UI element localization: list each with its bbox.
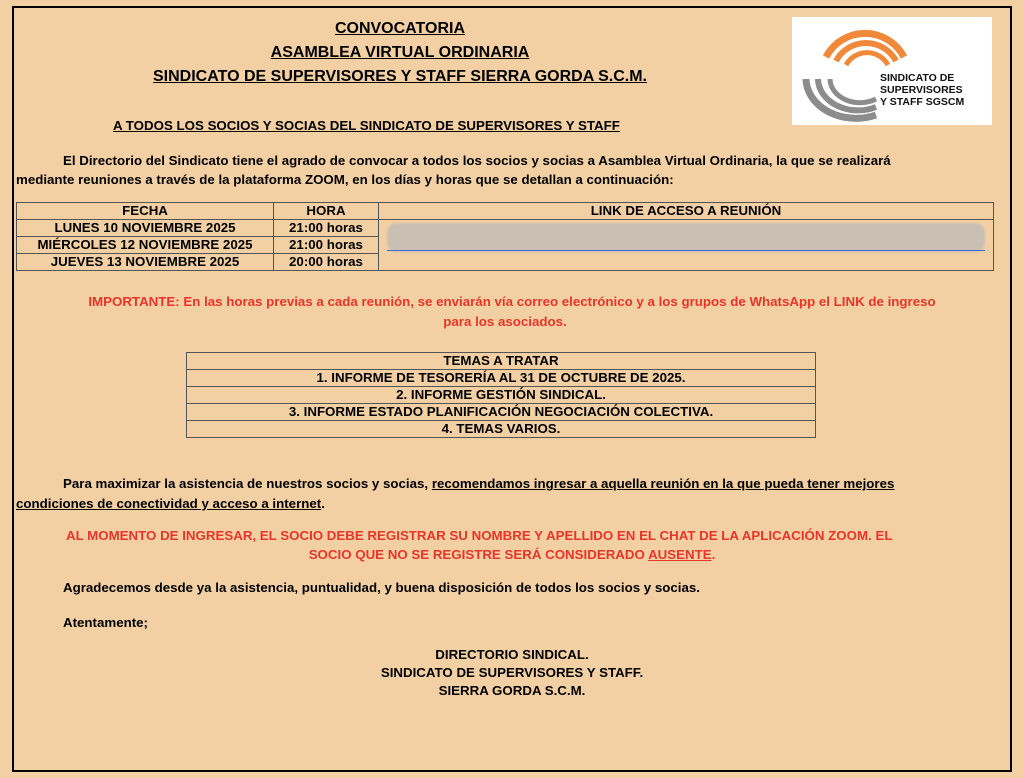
closing-text: Atentamente; [63,615,148,630]
header-hora: HORA [274,203,379,220]
warning-line-1: AL MOMENTO DE INGRESAR, EL SOCIO DEBE REGISTRAR SU NOMBRE Y APELLIDO EN EL CHAT DE LA APLICACIÓN ZOOM. EL [66,528,893,543]
hora-cell: 20:00 horas [274,254,379,271]
logo-arcs-icon [792,17,992,125]
recommend-underlined-1: recomendamos ingresar a aquella reunión en la que pueda tener mejores [431,476,895,491]
signature-line-1: DIRECTORIO SINDICAL. [435,647,589,662]
importante-line-2: para los asociados. [443,314,567,329]
schedule-table [16,202,994,271]
list-item: 1. INFORME DE TESORERÍA AL 31 DE OCTUBRE DE 2025. [187,370,816,387]
logo-line-1: SINDICATO DE [880,72,955,84]
intro-line-1: El Directorio del Sindicato tiene el agrado de convocar a todos los socios y socias a Asamblea Virtual Ordinaria, la que se realizará [63,153,891,168]
redacted-link[interactable] [387,223,985,252]
list-item: 4. TEMAS VARIOS. [187,421,816,438]
addressee: A TODOS LOS SOCIOS Y SOCIAS DEL SINDICATO DE SUPERVISORES Y STAFF [113,118,620,133]
logo-line-2: SUPERVISORES [880,84,963,96]
recommend-lead: Para maximizar la asistencia de nuestros socios y socias, [63,476,432,491]
recommend-line-2 [16,494,325,514]
recommend-line-1 [63,474,894,494]
warning-lead: SOCIO QUE NO SE REGISTRE SERÁ CONSIDERADO [308,547,649,562]
signature-line-2: SINDICATO DE SUPERVISORES Y STAFF. [380,665,644,680]
fecha-cell: JUEVES 13 NOVIEMBRE 2025 [17,254,274,271]
intro-line-2: mediante reuniones a través de la plataforma ZOOM, en los días y horas que se detallan a continuación: [16,172,674,187]
hora-cell: 21:00 horas [274,237,379,254]
logo-text [880,72,964,108]
warning-end: . [711,547,716,562]
recommend-end: . [321,496,325,511]
hora-cell: 21:00 horas [274,220,379,237]
schedule-header-row [17,203,994,220]
link-underline [387,250,985,251]
union-logo [792,17,992,125]
fecha-cell: MIÉRCOLES 12 NOVIEMBRE 2025 [17,237,274,254]
title-sindicato: SINDICATO DE SUPERVISORES Y STAFF SIERRA GORDA S.C.M. [153,68,647,85]
ausente-word: AUSENTE [648,547,712,562]
temas-header: TEMAS A TRATAR [187,353,816,370]
header-fecha: FECHA [17,203,274,220]
fecha-cell: LUNES 10 NOVIEMBRE 2025 [17,220,274,237]
recommend-underlined-2: condiciones de conectividad y acceso a internet [16,496,322,511]
list-item: 2. INFORME GESTIÓN SINDICAL. [187,387,816,404]
title-convocatoria: CONVOCATORIA [334,20,466,37]
title-asamblea: ASAMBLEA VIRTUAL ORDINARIA [270,44,530,61]
signature-line-3: SIERRA GORDA S.C.M. [438,683,586,698]
header-link: LINK DE ACCESO A REUNIÓN [379,203,994,220]
importante-line-1: IMPORTANTE: En las horas previas a cada reunión, se enviarán vía correo electrónico y a los grupos de WhatsApp el LINK de ingreso [88,294,936,309]
temas-table [186,352,816,438]
table-row [17,220,994,237]
thanks-text: Agradecemos desde ya la asistencia, puntualidad, y buena disposición de todos los socios y socias. [63,580,700,595]
list-item: 3. INFORME ESTADO PLANIFICACIÓN NEGOCIACIÓN COLECTIVA. [187,404,816,421]
warning-line-2 [0,545,1024,565]
link-cell[interactable] [379,220,994,271]
logo-line-3: Y STAFF SGSCM [880,96,965,108]
